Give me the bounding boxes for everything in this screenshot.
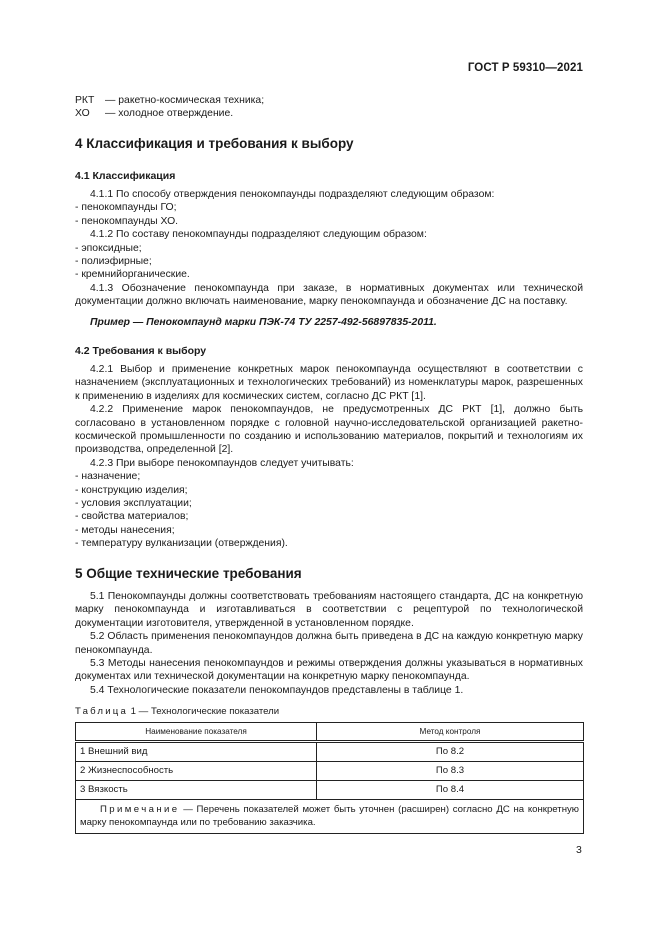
table-cell: По 8.3 bbox=[317, 762, 584, 781]
list-item: - методы нанесения; bbox=[75, 524, 583, 537]
list-item: - конструкцию изделия; bbox=[75, 484, 583, 497]
list-item: - температуру вулканизации (отверждения). bbox=[75, 537, 583, 550]
document-code: ГОСТ Р 59310—2021 bbox=[467, 62, 583, 74]
paragraph-4-1-2: 4.1.2 По составу пенокомпаунды подразделяют следующим образом: bbox=[90, 229, 427, 241]
list-item: - пенокомпаунды ГО; bbox=[75, 201, 583, 214]
section-5-heading: 5 Общие технические требования bbox=[75, 566, 302, 581]
table-cell: 3 Вязкость bbox=[76, 781, 317, 800]
section-4-1-body bbox=[75, 188, 583, 329]
abbreviation-item bbox=[75, 107, 264, 120]
abbreviation-key: ХО bbox=[75, 108, 90, 120]
column-header: Наименование показателя bbox=[76, 723, 317, 742]
table-caption bbox=[75, 705, 279, 718]
table-row bbox=[76, 762, 584, 781]
list-item: - полиэфирные; bbox=[75, 255, 583, 268]
section-4-1-heading: 4.1 Классификация bbox=[75, 170, 176, 182]
table-row bbox=[76, 781, 584, 800]
column-header: Метод контроля bbox=[317, 723, 584, 742]
section-4-heading: 4 Классификация и требования к выбору bbox=[75, 136, 354, 151]
abbreviation-item bbox=[75, 94, 264, 107]
paragraph-4-2-2: 4.2.2 Применение марок пенокомпаундов, не предусмотренных ДС РКТ [1], должно быть согласовано в установленном порядке с головной научно-исследовательской организацией ракетно-космической промышленности по созданию и использованию материалов, покрытий и технологиям их производства, определенной [2]. bbox=[75, 404, 583, 456]
table-cell: По 8.2 bbox=[317, 742, 584, 762]
example-note: Пример — Пенокомпаунд марки ПЭК-74 ТУ 2257-492-56897835-2011. bbox=[90, 316, 437, 328]
abbreviation-key: РКТ bbox=[75, 95, 95, 106]
section-4-2-heading: 4.2 Требования к выбору bbox=[75, 345, 207, 357]
table-cell: 1 Внешний вид bbox=[76, 742, 317, 762]
table-header-row bbox=[76, 723, 584, 742]
paragraph-4-2-3: 4.2.3 При выборе пенокомпаундов следует учитывать: bbox=[90, 457, 354, 469]
table-caption-label: Таблица bbox=[75, 706, 129, 717]
list-item: - свойства материалов; bbox=[75, 510, 583, 523]
paragraph-4-1-1: 4.1.1 По способу отверждения пенокомпаунды подразделяют следующим образом: bbox=[90, 189, 495, 200]
list-item: - пенокомпаунды ХО. bbox=[75, 215, 583, 228]
paragraph-5-2: 5.2 Область применения пенокомпаундов должна быть приведена в ДС на каждую конкретную марку пенокомпаунда. bbox=[75, 631, 583, 656]
abbreviation-value: — ракетно-космическая техника; bbox=[105, 95, 265, 106]
paragraph-5-1: 5.1 Пенокомпаунды должны соответствовать требованиям настоящего стандарта, ДС на конкретную марку пенокомпаунда и изготавливаться в соответствии с рецептурой по технологической документации изготовителя, утвержденной в установленном порядке. bbox=[75, 591, 583, 629]
table-note-row bbox=[76, 800, 584, 834]
table-caption-title: 1 — Технологические показатели bbox=[128, 706, 280, 717]
table-cell: 2 Жизнеспособность bbox=[76, 762, 317, 781]
list-item: - условия эксплуатации; bbox=[75, 497, 583, 510]
list-item: - кремнийорганические. bbox=[75, 268, 583, 281]
paragraph-4-2-1: 4.2.1 Выбор и применение конкретных марок пенокомпаунда осуществляют в соответствии с назначением (эксплуатационных и технологических требований) из номенклатуры марок, разрешенных к применению в изделиях для космических систем, согласно ДС РКТ [1]. bbox=[75, 364, 583, 402]
paragraph-5-4: 5.4 Технологические показатели пенокомпаундов представлены в таблице 1. bbox=[90, 684, 464, 696]
abbreviations-list bbox=[75, 94, 264, 121]
list-item: - назначение; bbox=[75, 470, 583, 483]
table-note bbox=[76, 800, 584, 834]
note-text: — Перечень показателей может быть уточнен (расширен) согласно ДС на конкретную марку пенокомпаунда или по требованию заказчика. bbox=[80, 804, 579, 828]
list-item: - эпоксидные; bbox=[75, 242, 583, 255]
table-row bbox=[76, 742, 584, 762]
note-label: Примечание bbox=[100, 804, 180, 815]
abbreviation-value: — холодное отверждение. bbox=[105, 108, 234, 120]
paragraph-5-3: 5.3 Методы нанесения пенокомпаундов и режимы отверждения должны указываться в нормативных документах или технической документации на конкретную марку пенокомпаунда. bbox=[75, 658, 583, 683]
paragraph-4-1-3: 4.1.3 Обозначение пенокомпаунда при заказе, в нормативных документах или технической документации должно включать наименование, марку пенокомпаунда и обозначение ДС на поставку. bbox=[75, 282, 583, 308]
page-number: 3 bbox=[576, 844, 582, 856]
technological-indicators-table bbox=[75, 722, 584, 834]
section-5-body bbox=[75, 590, 583, 697]
section-4-2-body bbox=[75, 363, 583, 551]
table-cell: По 8.4 bbox=[317, 781, 584, 800]
